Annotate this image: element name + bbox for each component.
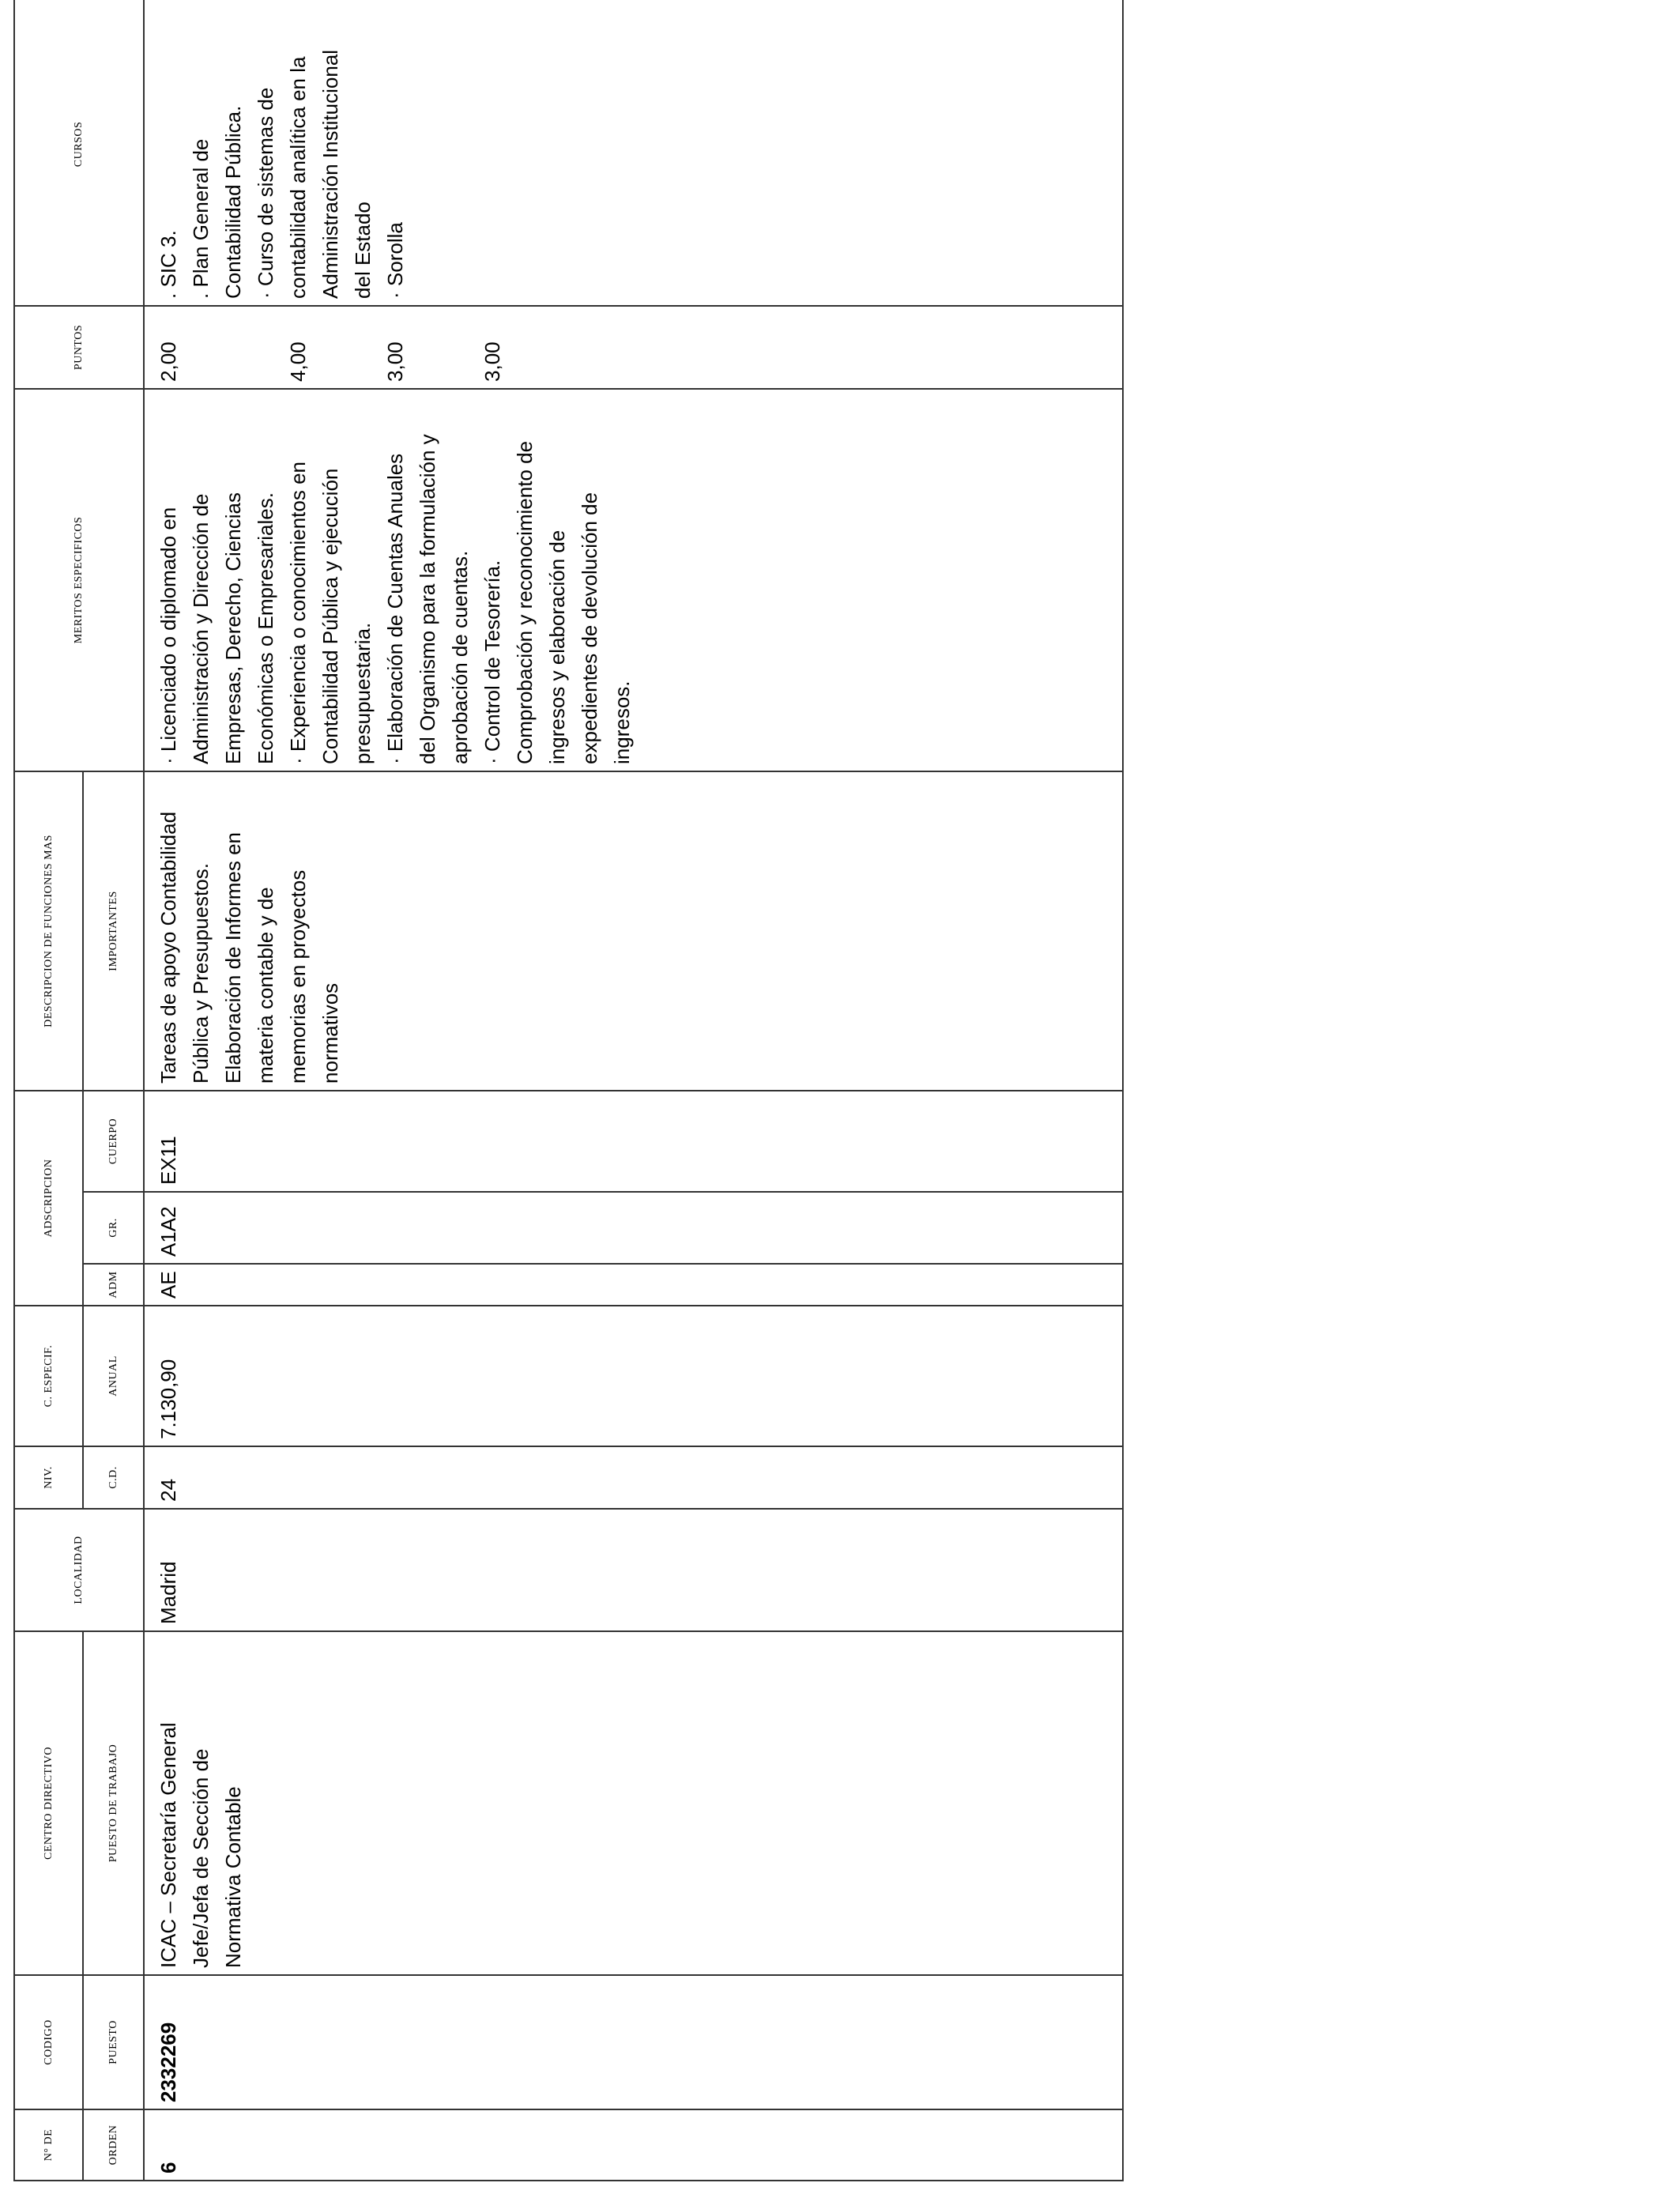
cell-funciones: Tareas de apoyo Contabilidad Pública y Presupuestos. Elaboración de Informes en materia contable y de memorias en proyectos normativos bbox=[144, 771, 1123, 1091]
cell-centro-puesto: ICAC – Secretaría General Jefe/Jefa de Sección de Normativa Contable bbox=[144, 1631, 1123, 1975]
header-meritos: MERITOS ESPECIFICOS bbox=[14, 389, 144, 771]
header-codigo-bottom: PUESTO bbox=[83, 1975, 144, 2109]
header-codigo-top: CODIGO bbox=[14, 1975, 83, 2109]
header-especifico-bottom: ANUAL bbox=[83, 1306, 144, 1446]
cell-grupo: A1A2 bbox=[144, 1192, 1123, 1264]
header-centro-directivo: CENTRO DIRECTIVO bbox=[14, 1631, 83, 1975]
header-adscripcion: ADSCRIPCION bbox=[14, 1091, 83, 1306]
header-cursos: CURSOS bbox=[14, 0, 144, 306]
header-funciones: DESCRIPCION DE FUNCIONES MAS bbox=[14, 771, 83, 1091]
cell-cursos: . SIC 3. . Plan General de Contabilidad Pública. · Curso de sistemas de contabilidad analítica en la Administración Institucional del Estado · Sorolla bbox=[144, 0, 1123, 306]
cell-puntos: 2,00 4,00 3,00 3,00 bbox=[144, 306, 1123, 389]
header-localidad: LOCALIDAD bbox=[14, 1509, 144, 1631]
header-gr: GR. bbox=[83, 1192, 144, 1264]
header-cuerpo: CUERPO bbox=[83, 1091, 144, 1192]
header-adm: ADM bbox=[83, 1264, 144, 1306]
cell-orden: 6 bbox=[144, 2109, 1123, 2181]
cell-cuerpo: EX11 bbox=[144, 1091, 1123, 1192]
header-orden-top: N° DE bbox=[14, 2109, 83, 2181]
cell-localidad: Madrid bbox=[144, 1509, 1123, 1631]
job-posting-table bbox=[13, 0, 1124, 2181]
header-nivel-bottom: C.D. bbox=[83, 1446, 144, 1509]
header-especifico-top: C. ESPECIF. bbox=[14, 1306, 83, 1446]
header-nivel-top: NIV. bbox=[14, 1446, 83, 1509]
header-funciones-importantes: IMPORTANTES bbox=[83, 771, 144, 1091]
header-orden-bottom: ORDEN bbox=[83, 2109, 144, 2181]
cell-meritos: · Licenciado o diplomado en Administración y Dirección de Empresas, Derecho, Ciencias Económicas o Empresariales. · Experiencia o conocimientos en Contabilidad Pública y ejecución presupuestaria. · Elaboración de Cuentas Anuales del Organismo para la formulación y aprobación de cuentas. · Control de Tesorería. Comprobación y reconocimiento de ingresos y elaboración de expedientes de devolución de ingresos. bbox=[144, 389, 1123, 771]
header-puntos: PUNTOS bbox=[14, 306, 144, 389]
header-puesto-trabajo: PUESTO DE TRABAJO bbox=[83, 1631, 144, 1975]
cell-nivel: 24 bbox=[144, 1446, 1123, 1509]
table-row bbox=[144, 0, 1123, 2181]
cell-adm: AE bbox=[144, 1264, 1123, 1306]
cell-especifico: 7.130,90 bbox=[144, 1306, 1123, 1446]
cell-codigo: 2332269 bbox=[144, 1975, 1123, 2109]
